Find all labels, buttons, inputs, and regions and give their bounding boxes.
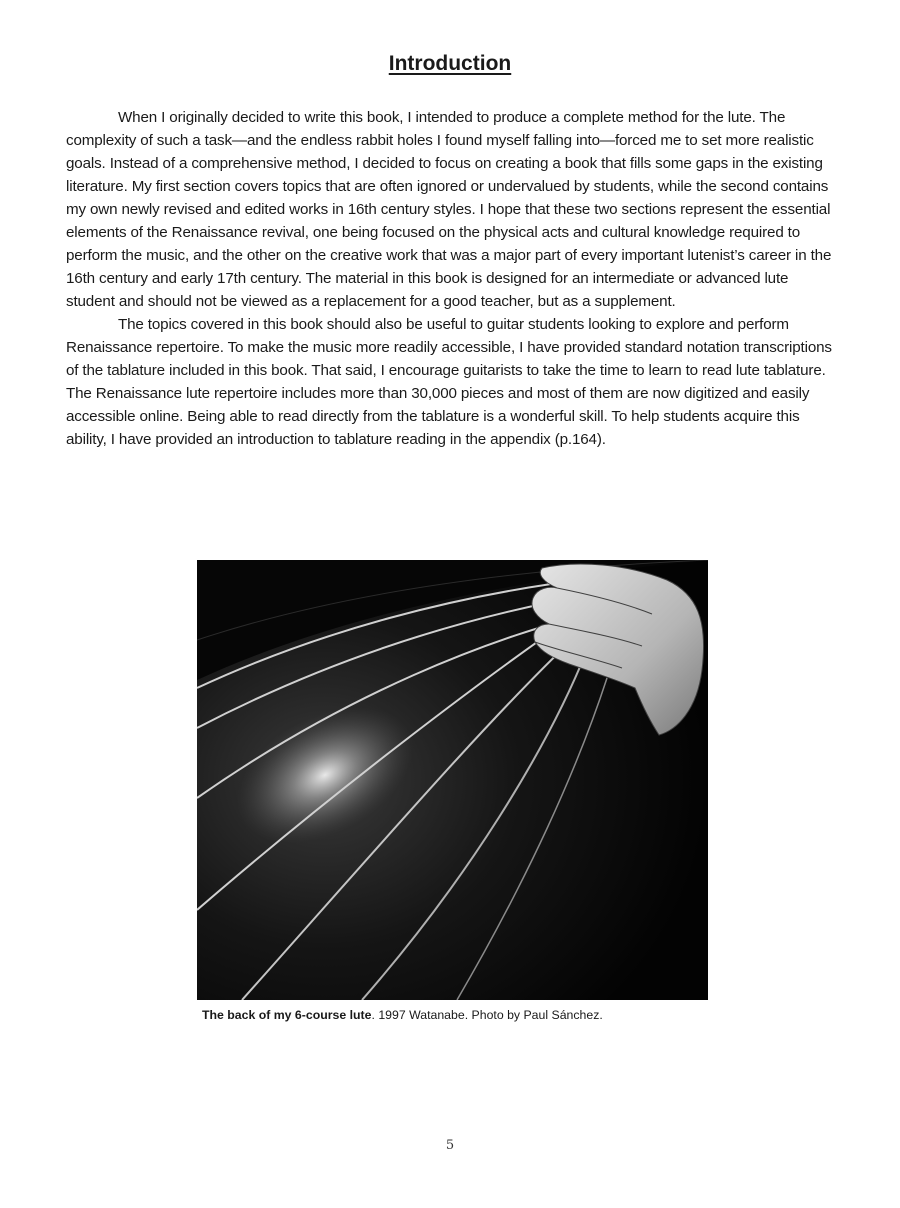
page-number: 5 [445, 1138, 455, 1153]
caption-credit: . 1997 Watanabe. Photo by Paul Sánchez. [371, 1008, 603, 1022]
paragraph-1: When I originally decided to write this book, I intended to produce a complete method for the lute. The complexity of such a task—and the endless rabbit holes I found myself falling into—forced me to set more realistic goals. Instead of a comprehensive method, I decided to focus on creating a book that fills some gaps in the existing literature. My first section covers topics that are often ignored or undervalued by students, while the second contains my own newly revised and edited works in 16th century styles. I hope that these two sections represent the essential elements of the Renaissance revival, one being focused on the physical acts and cultural knowledge required to perform the music, and the other on the creative work that was a major part of every important lutenist’s career in the 16th century and early 17th century. The material in this book is designed for an intermediate or advanced lute student and should not be viewed as a replacement for a good teacher, but as a supplement. [66, 109, 832, 310]
caption-title: The back of my 6-course lute [202, 1008, 372, 1022]
figure-caption [202, 1007, 802, 1023]
page-title: Introduction [388, 52, 512, 75]
paragraph-2: The topics covered in this book should also be useful to guitar students looking to explore and perform Renaissance repertoire. To make the music more readily accessible, I have provided standard notation transcriptions of the tablature included in this book. That said, I encourage guitarists to take the time to learn to read lute tablature. The Renaissance lute repertoire includes more than 30,000 pieces and most of them are now digitized and easily accessible online. Being able to read directly from the tablature is a wonderful skill. To help students acquire this ability, I have provided an introduction to tablature reading in the appendix (p.164). [66, 316, 832, 448]
body-text [66, 106, 841, 451]
lute-back-photo [197, 560, 708, 1000]
